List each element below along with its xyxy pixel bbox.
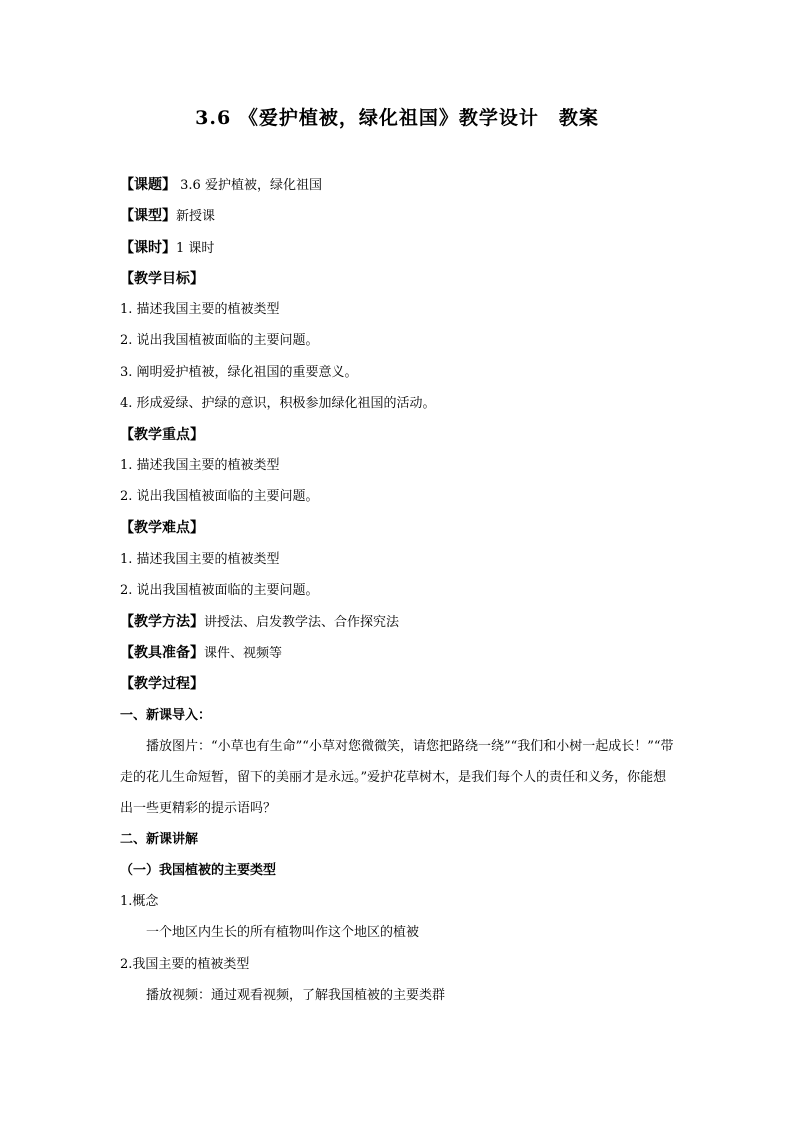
- topic-label: 【课题】: [120, 177, 176, 193]
- goal-item: 4. 形成爱绿、护绿的意识，积极参加绿化祖国的活动。: [120, 396, 436, 411]
- tools-label: 【教具准备】: [120, 645, 204, 661]
- difficulty-item: 2. 说出我国植被面临的主要问题。: [120, 583, 319, 598]
- hours-value: 1 课时: [176, 241, 215, 256]
- hours-label: 【课时】: [120, 240, 176, 256]
- goal-item: 3. 阐明爱护植被，绿化祖国的重要意义。: [120, 365, 358, 380]
- lesson-type-label: 【课型】: [120, 208, 176, 224]
- process-heading: 【教学过程】: [120, 676, 204, 692]
- key-point-item: 1. 描述我国主要的植被类型: [120, 458, 280, 473]
- lecture-subheading: （一）我国植被的主要类型: [120, 863, 277, 878]
- hours-row: [120, 239, 214, 258]
- concept-text: 一个地区内生长的所有植物叫作这个地区的植被: [146, 925, 420, 940]
- lecture-heading: 二、新课讲解: [120, 832, 199, 847]
- methods-row: [120, 613, 399, 632]
- difficulty-item: 1. 描述我国主要的植被类型: [120, 552, 280, 567]
- types-text: 播放视频：通过观看视频，了解我国植被的主要类群: [146, 988, 446, 1003]
- types-label: 2.我国主要的植被类型: [120, 957, 250, 972]
- difficulties-heading: 【教学难点】: [120, 520, 204, 536]
- goal-item: 1. 描述我国主要的植被类型: [120, 302, 280, 317]
- lesson-type-row: [120, 207, 215, 226]
- methods-label: 【教学方法】: [120, 614, 204, 630]
- key-point-item: 2. 说出我国植被面临的主要问题。: [120, 489, 319, 504]
- intro-paragraph: [120, 731, 676, 824]
- intro-heading: 一、新课导入：: [120, 708, 212, 723]
- page-title: 3.6 《爱护植被，绿化祖国》教学设计 教案: [195, 107, 599, 129]
- methods-value: 讲授法、启发教学法、合作探究法: [204, 615, 400, 630]
- topic-value: 3.6 爱护植被，绿化祖国: [176, 178, 322, 193]
- goals-heading: 【教学目标】: [120, 271, 204, 287]
- lesson-type-value: 新授课: [176, 209, 216, 224]
- concept-label: 1.概念: [120, 894, 159, 909]
- tools-row: [120, 644, 282, 663]
- goal-item: 2. 说出我国植被面临的主要问题。: [120, 333, 319, 348]
- tools-value: 课件、视频等: [204, 646, 283, 661]
- key-points-heading: 【教学重点】: [120, 427, 204, 443]
- topic-row: [120, 176, 322, 195]
- intro-paragraph-text: 播放图片：“小草也有生命”“小草对您微微笑，请您把路绕一绕”“我们和小树一起成长！”“带走的花儿生命短暂，留下的美丽才是永远。”爱护花草树木，是我们每个人的责任和义务，你能想出一些更精彩的提示语吗？: [120, 739, 674, 816]
